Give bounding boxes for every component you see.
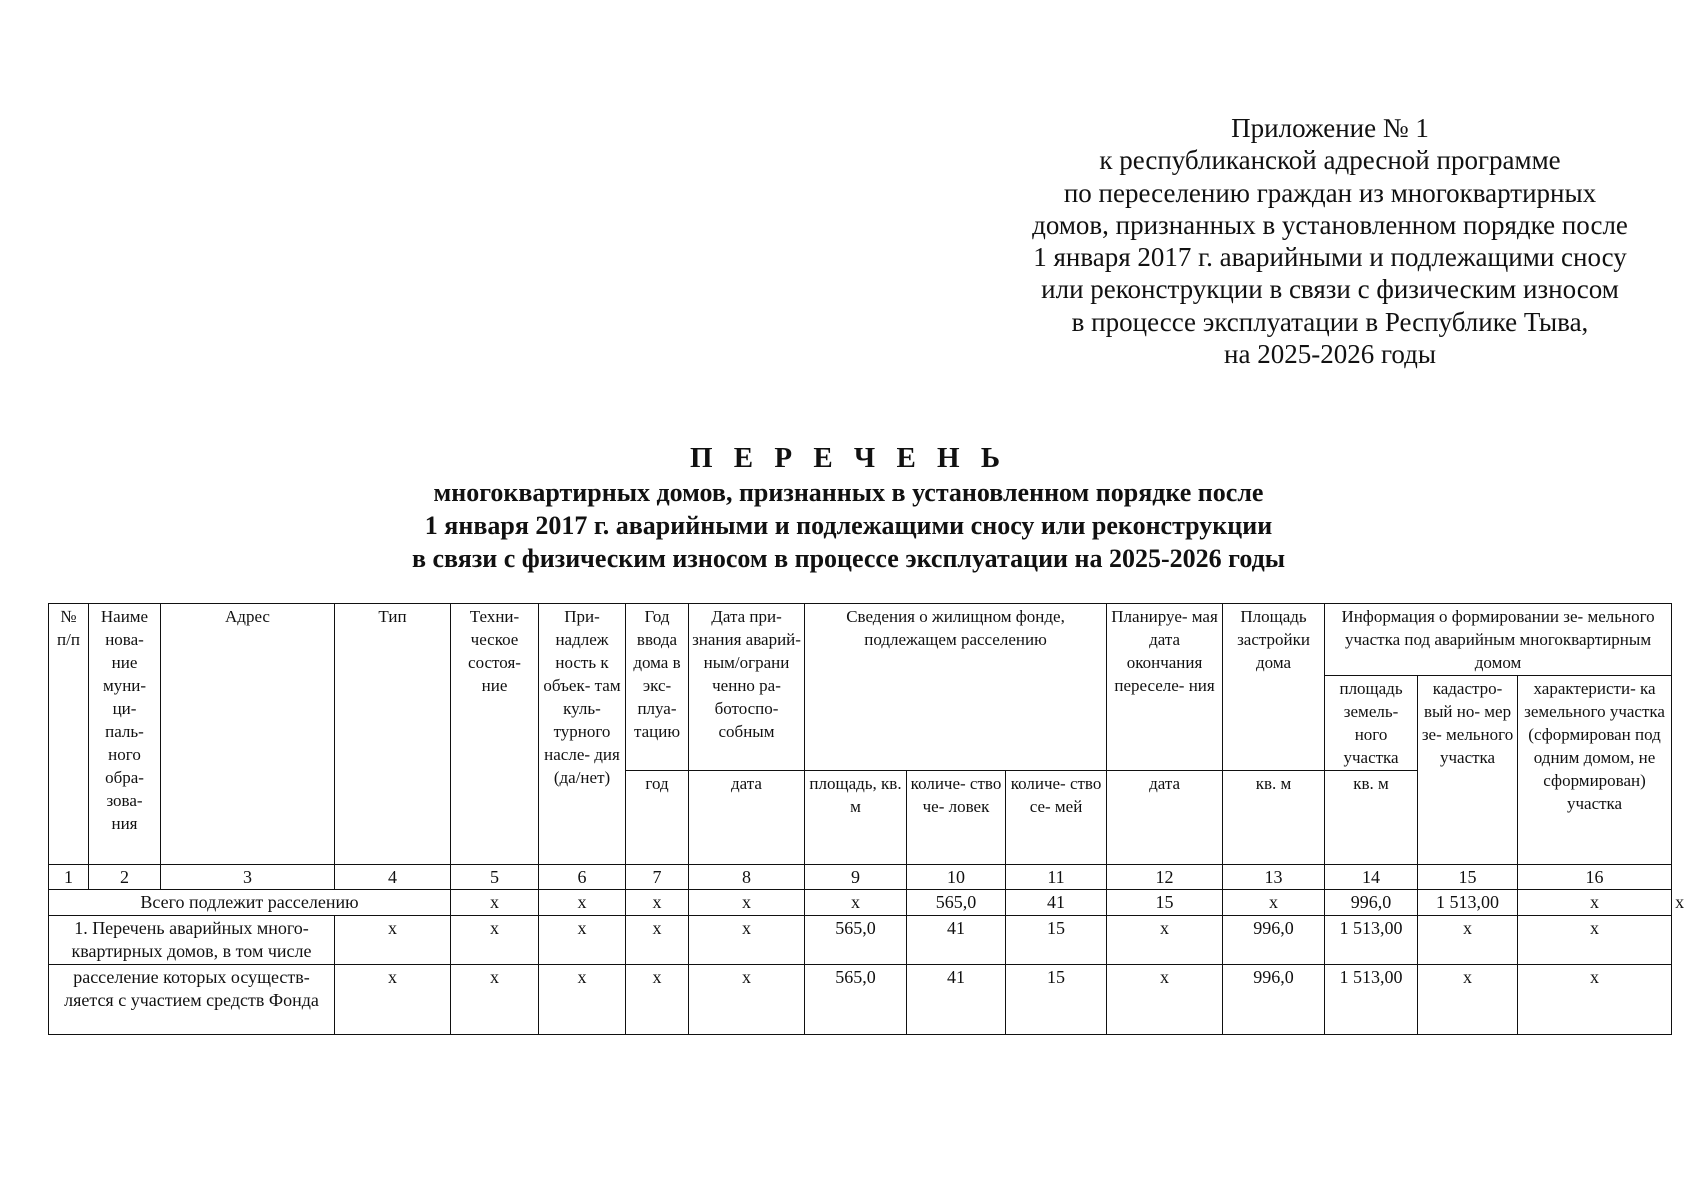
header-date-unit: дата xyxy=(689,771,805,865)
column-number: 8 xyxy=(689,865,805,890)
table-cell: х xyxy=(689,916,805,965)
table-cell: х xyxy=(1418,916,1518,965)
table-cell: х xyxy=(1518,965,1672,1035)
header-plan-group: Планируе- мая дата окончания переселе- ния xyxy=(1107,604,1223,771)
document-title: П Е Р Е Ч Е Н Ь xyxy=(689,442,1008,474)
table-cell: х xyxy=(335,965,451,1035)
header-land-char: характеристи- ка земельного участка (сформирован под одним домом, не сформирован) участка xyxy=(1518,676,1672,865)
header-year-group: Год ввода дома в экс- плуа- тацию xyxy=(626,604,689,771)
header-fund-families: количе- ство се- мей xyxy=(1006,771,1107,865)
column-number: 1 xyxy=(49,865,89,890)
table-cell: 1 513,00 xyxy=(1325,965,1418,1035)
column-number: 6 xyxy=(539,865,626,890)
header-fund-group: Сведения о жилищном фонде, подлежащем расселению xyxy=(805,604,1107,771)
document-heading xyxy=(0,440,1697,575)
header-plan-unit: дата xyxy=(1107,771,1223,865)
column-number: 4 xyxy=(335,865,451,890)
table-cell: 41 xyxy=(907,965,1006,1035)
header-land-cadastral: кадастро- вый но- мер зе- мельного участка xyxy=(1418,676,1518,865)
table-cell: х xyxy=(626,890,689,916)
header-type: Тип xyxy=(335,604,451,865)
column-number: 7 xyxy=(626,865,689,890)
table-cell: 996,0 xyxy=(1223,965,1325,1035)
column-number: 3 xyxy=(161,865,335,890)
table-cell: х xyxy=(1223,890,1325,916)
appendix-line: или реконструкции в связи с физическим износом xyxy=(1041,274,1619,305)
table-row: Всего подлежит расселению х х х х х 565,0 41 15 х 996,0 1 513,00 х х xyxy=(49,890,1672,916)
table-cell: х xyxy=(451,890,539,916)
table-cell: х xyxy=(1418,965,1518,1035)
header-no: № п/п xyxy=(49,604,89,865)
appendix-line: 1 января 2017 г. аварийными и подлежащими сносу xyxy=(1033,242,1627,273)
table-cell: х xyxy=(1107,916,1223,965)
table-cell: х xyxy=(539,965,626,1035)
column-number: 14 xyxy=(1325,865,1418,890)
table-cell: х xyxy=(689,965,805,1035)
table-cell: 15 xyxy=(1107,890,1223,916)
table-cell: х xyxy=(805,890,907,916)
table-cell: х xyxy=(1107,965,1223,1035)
table-cell: 565,0 xyxy=(907,890,1006,916)
table-cell: 15 xyxy=(1006,916,1107,965)
appendix-block xyxy=(990,112,1670,370)
header-tech-state: Техни- ческое состоя- ние xyxy=(451,604,539,865)
header-municipality: Наиме нова- ние муни- ци- паль- ного обра- зова- ния xyxy=(89,604,161,865)
column-number: 15 xyxy=(1418,865,1518,890)
appendix-line: в процессе эксплуатации в Республике Тыва, xyxy=(1071,306,1589,337)
appendix-line: домов, признанных в установленном порядке после xyxy=(1032,209,1628,240)
table-cell: 41 xyxy=(1006,890,1107,916)
column-number: 11 xyxy=(1006,865,1107,890)
row-label: расселение которых осуществ- ляется с участием средств Фонда xyxy=(49,965,335,1035)
column-number: 10 xyxy=(907,865,1006,890)
column-number: 16 xyxy=(1518,865,1672,890)
column-number-row xyxy=(49,865,1672,890)
table-row xyxy=(49,916,1672,965)
table-cell: х xyxy=(451,916,539,965)
document-subtitle-line: 1 января 2017 г. аварийными и подлежащими сносу или реконструкции xyxy=(424,511,1273,540)
header-build-area-unit: кв. м xyxy=(1223,771,1325,865)
housing-list-table xyxy=(48,603,1685,1035)
table-cell: х xyxy=(1518,916,1672,965)
table-cell: 565,0 xyxy=(805,965,907,1035)
document-subtitle-line: в связи с физическим износом в процессе эксплуатации на 2025-2026 годы xyxy=(411,544,1286,573)
table-cell: х xyxy=(539,890,626,916)
document-subtitle-line: многоквартирных домов, признанных в установленном порядке после xyxy=(433,478,1264,507)
appendix-line: на 2025-2026 годы xyxy=(1224,339,1436,370)
appendix-line: по переселению граждан из многоквартирных xyxy=(1063,177,1597,208)
table-cell: х xyxy=(689,890,805,916)
appendix-line: к республиканской адресной программе xyxy=(1099,145,1561,176)
appendix-line: Приложение № 1 xyxy=(1231,113,1429,143)
table-cell: х xyxy=(1518,890,1672,916)
table-cell: 1 513,00 xyxy=(1325,916,1418,965)
table-cell: х xyxy=(335,916,451,965)
header-fund-area: площадь, кв. м xyxy=(805,771,907,865)
header-land-area: площадь земель- ного участка xyxy=(1325,676,1418,771)
column-number: 9 xyxy=(805,865,907,890)
table-cell: х xyxy=(626,965,689,1035)
header-year-unit: год xyxy=(626,771,689,865)
column-number: 13 xyxy=(1223,865,1325,890)
table-cell: 15 xyxy=(1006,965,1107,1035)
row-label: 1. Перечень аварийных много- квартирных домов, в том числе xyxy=(49,916,335,965)
header-land-area-unit: кв. м xyxy=(1325,771,1418,865)
header-heritage: При- надлеж ность к объек- там куль- турного насле- дия (да/нет) xyxy=(539,604,626,865)
table-cell: 565,0 xyxy=(805,916,907,965)
header-fund-people: количе- ство че- ловек xyxy=(907,771,1006,865)
header-date-group: Дата при- знания аварий- ным/ограни ченно ра- ботоспо- собным xyxy=(689,604,805,771)
table-cell: х xyxy=(626,916,689,965)
table-cell: 1 513,00 xyxy=(1418,890,1518,916)
header-address: Адрес xyxy=(161,604,335,865)
table-cell: 41 xyxy=(907,916,1006,965)
column-number: 5 xyxy=(451,865,539,890)
column-number: 12 xyxy=(1107,865,1223,890)
table-cell: х xyxy=(451,965,539,1035)
header-build-area-group: Площадь застройки дома xyxy=(1223,604,1325,771)
row-label: Всего подлежит расселению xyxy=(49,890,451,916)
column-number: 2 xyxy=(89,865,161,890)
table-row xyxy=(49,965,1672,1035)
header-land-group: Информация о формировании зе- мельного участка под аварийным многоквартирным домом xyxy=(1325,604,1672,676)
table-cell: х xyxy=(539,916,626,965)
table-cell: 996,0 xyxy=(1325,890,1418,916)
table-cell: 996,0 xyxy=(1223,916,1325,965)
